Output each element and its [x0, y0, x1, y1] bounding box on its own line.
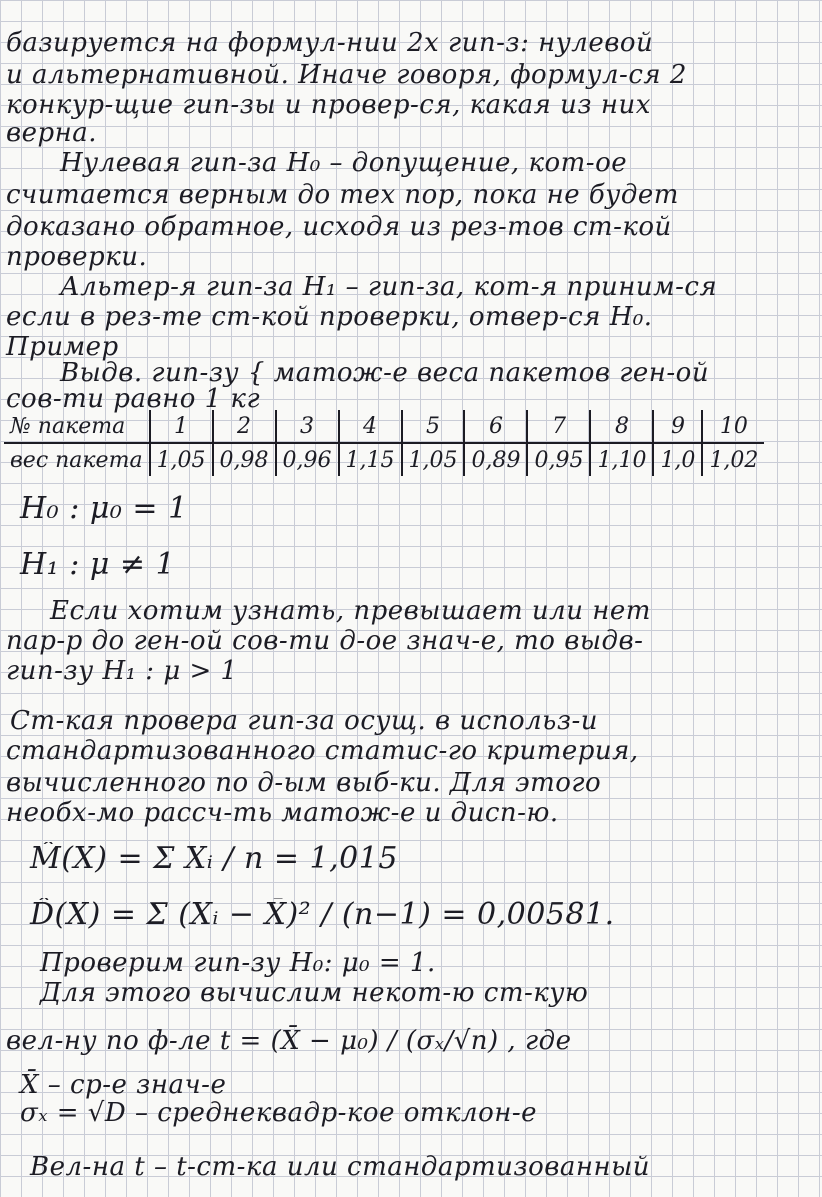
text-line-29: σₓ = √D – среднеквадр-кое отклон-е — [20, 1098, 538, 1128]
text-line-20: стандартизованного статис-го критерия, — [6, 736, 639, 766]
table-header-row — [4, 410, 764, 443]
text-line-4: верна. — [6, 118, 98, 148]
table-cell-number: 10 — [702, 410, 764, 443]
text-line-12: Выдв. гип-зу { матож-е веса пакетов ген-ой — [60, 358, 710, 388]
table-cell-weight: 1,15 — [339, 443, 402, 476]
table-cell-number: 8 — [590, 410, 653, 443]
hypothesis-h1: H₁ : μ ≠ 1 — [20, 548, 176, 582]
table-row-label: вес пакета — [4, 443, 150, 476]
text-line-25: Проверим гип-зу H₀: μ₀ = 1. — [40, 948, 436, 978]
text-line-7: доказано обратное, исходя из рез-тов ст-кой — [6, 212, 672, 242]
table-cell-weight: 1,05 — [402, 443, 465, 476]
table-cell-number: 1 — [150, 410, 213, 443]
table-header-label: № пакета — [4, 410, 150, 443]
table-cell-weight: 0,89 — [464, 443, 527, 476]
table-cell-number: 6 — [464, 410, 527, 443]
text-line-2: и альтернативной. Иначе говоря, формул-ся 2 — [6, 60, 687, 90]
text-line-13: сов-ти равно 1 кг — [6, 384, 261, 414]
text-line-6: считается верным до тех пор, пока не будет — [6, 180, 679, 210]
table-cell-weight: 0,96 — [276, 443, 339, 476]
table-cell-number: 9 — [653, 410, 702, 443]
text-line-1: базируется на формул-нии 2х гип-з: нулевой — [6, 28, 654, 58]
text-line-17: пар-р до ген-ой сов-ти д-ое знач-е, то выдв- — [6, 626, 644, 656]
text-line-9: Альтер-я гип-за H₁ – гип-за, кот-я приним-ся — [60, 272, 718, 302]
table-cell-weight: 1,02 — [709, 447, 759, 473]
text-line-8: проверки. — [6, 242, 148, 272]
table-cell-weight: 1,05 — [150, 443, 213, 476]
table-cell-weight: 0,98 — [213, 443, 276, 476]
table-cell-number: 3 — [276, 410, 339, 443]
package-weights-table — [4, 410, 764, 476]
t-statistic-formula: вел-ну по ф-ле t = (X̄ − μ₀) / (σₓ/√n) , где — [6, 1026, 572, 1056]
table-row — [4, 443, 764, 476]
table-cell-number: 2 — [213, 410, 276, 443]
text-line-3: конкур-щие гип-зы и провер-ся, какая из них — [6, 90, 651, 120]
table-cell-weight: 1,10 — [590, 443, 653, 476]
expectation-formula: M̂(X) = Σ Xᵢ / n = 1,015 — [30, 842, 398, 876]
text-line-5: Нулевая гип-за H₀ – допущение, кот-ое — [60, 148, 628, 178]
hypothesis-h0: H₀ : μ₀ = 1 — [20, 492, 188, 526]
text-line-28: X̄ – ср-е знач-е — [20, 1070, 227, 1100]
text-line-18: гип-зу H₁ : μ > 1 — [6, 656, 238, 686]
text-line-30: Вел-на t – t-ст-ка или стандартизованный — [30, 1152, 651, 1182]
table-cell-number: 5 — [402, 410, 465, 443]
table-cell-number: 4 — [339, 410, 402, 443]
text-line-16: Если хотим узнать, превышает или нет — [50, 596, 651, 626]
text-line-10: если в рез-те ст-кой проверки, отвер-ся H₀. — [6, 302, 653, 332]
table-cell-number: 7 — [527, 410, 590, 443]
table-cell-weight: 0,95 — [527, 443, 590, 476]
text-line-21: вычисленного по д-ым выб-ки. Для этого — [6, 768, 602, 798]
text-line-22: необх-мо рассч-ть матож-е и дисп-ю. — [6, 798, 559, 828]
text-line-19: Ст-кая провера гип-за осущ. в использ-и — [10, 706, 599, 736]
variance-formula: D̂(X) = Σ (Xᵢ − X̄)² / (n−1) = 0,00581. — [30, 898, 615, 932]
text-line-26: Для этого вычислим некот-ю ст-кую — [40, 978, 589, 1008]
table-cell-weight: 1,0 — [653, 443, 702, 476]
text-line-11: Пример — [6, 332, 119, 362]
